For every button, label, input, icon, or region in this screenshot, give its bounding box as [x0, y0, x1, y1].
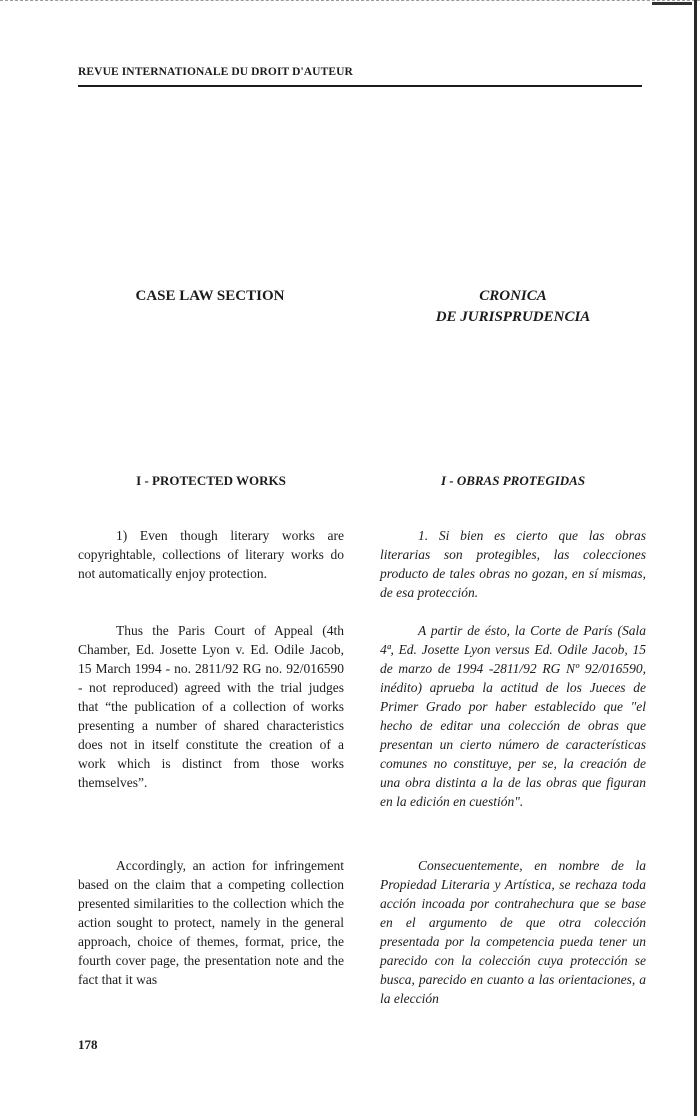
- running-head: REVUE INTERNATIONALE DU DROIT D'AUTEUR: [78, 66, 353, 78]
- page-number: 178: [78, 1037, 98, 1052]
- paragraph-es-2: A partir de ésto, la Corte de París (Sala 4ª, Ed. Josette Lyon versus Ed. Odile Jacob, 15 de marzo de 1994 -2811/92 RG Nº 92/016590, inédito) aprueba la actitud de los Jueces de Primer Grado por haber establecido que "el hecho de editar una colección de obras que presentan un cierto número de características comunes no constituye, per se, la creación de una obra distinta a la de las obras que figuran en la edición en cuestión".: [380, 623, 646, 809]
- scan-mark: [652, 2, 692, 5]
- scan-edge-top: [0, 0, 700, 3]
- paragraph-es-3: Consecuentemente, en nombre de la Propiedad Literaria y Artística, se rechaza toda acción incoada por contrahechura que se base en el argumento de que otra colección presentada por la competencia pueda tener un parecido con la colección cuya protección se busca, parecido en cuanto a las orientaciones, a la elección: [380, 858, 646, 1006]
- section-title-es: [380, 286, 646, 328]
- scan-edge-right: [694, 0, 697, 1116]
- section-title-es-line2: DE JURISPRUDENCIA: [435, 309, 591, 325]
- section-title-es-line1: CRONICA: [479, 288, 547, 304]
- paragraph-es-1: 1. Si bien es cierto que las obras literarias son protegibles, las colecciones producto de tales obras no gozan, en sí mismas, de esa protección.: [380, 528, 646, 600]
- header-rule: [78, 85, 642, 87]
- subsection-title-en: I - PROTECTED WORKS: [136, 473, 286, 488]
- paragraph-en-3: Accordingly, an action for infringement based on the claim that a competing collection presented similarities to the collection which the action sought to protect, namely in the general approach, choice of themes, format, price, the fourth cover page, the presentation note and the fact that it was: [78, 858, 344, 987]
- subsection-title-es: I - OBRAS PROTEGIDAS: [440, 473, 586, 488]
- section-title-en: CASE LAW SECTION: [135, 288, 285, 304]
- paragraph-en-1: 1) Even though literary works are copyrightable, collections of literary works do not automatically enjoy protection.: [78, 528, 344, 581]
- paragraph-en-2: Thus the Paris Court of Appeal (4th Chamber, Ed. Josette Lyon v. Ed. Odile Jacob, 15 March 1994 - no. 2811/92 RG no. 92/016590 - not reproduced) agreed with the trial judges that “the publication of a collection of works presenting a number of shared characteristics does not in itself constitute the creation of a work which is distinct from those works themselves”.: [78, 623, 344, 790]
